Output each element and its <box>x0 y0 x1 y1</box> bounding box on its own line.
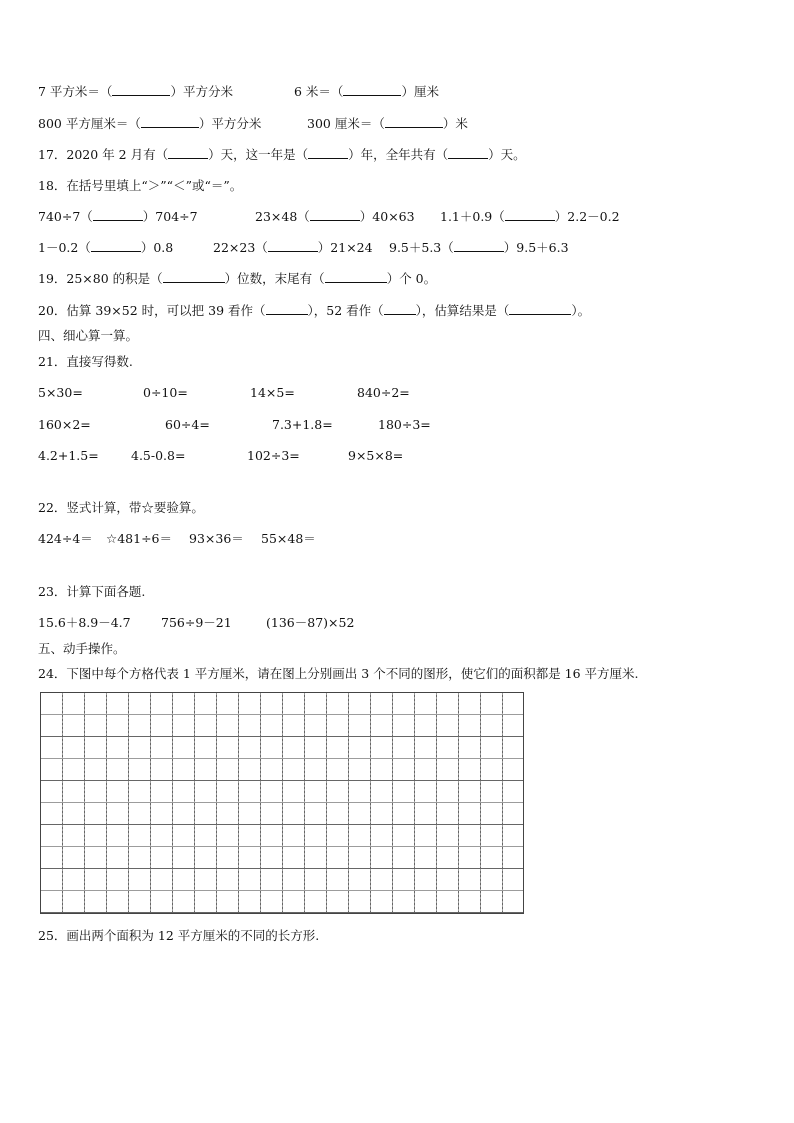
conversion-4-prefix: 300 厘米＝（ <box>307 116 385 131</box>
q18-right-expr: ）21×24 <box>317 240 373 255</box>
q18-left-expr: 1－0.2（ <box>38 240 91 255</box>
q18-compare-2 <box>255 209 415 225</box>
question-20 <box>38 303 590 319</box>
q18-right-expr: ）9.5＋6.3 <box>503 240 569 255</box>
q21-item: 5×30= <box>38 385 83 400</box>
q19-text-2: ）位数，末尾有（ <box>224 271 325 286</box>
square-grid[interactable] <box>40 692 524 914</box>
answer-blank[interactable] <box>505 209 555 221</box>
question-18-title: 18．在括号里填上“＞”“＜”或“＝”。 <box>38 178 243 193</box>
answer-blank[interactable] <box>343 84 401 96</box>
section-4-heading: 四、细心算一算。 <box>38 328 139 343</box>
conversion-row-2-right <box>307 116 468 132</box>
conversion-2-suffix: ）厘米 <box>401 84 439 99</box>
answer-blank[interactable] <box>112 84 170 96</box>
q21-item: 7.3+1.8= <box>272 417 333 432</box>
question-19 <box>38 271 436 287</box>
q18-left-expr: 740÷7（ <box>38 209 93 224</box>
q23-item: 15.6＋8.9－4.7 <box>38 615 131 630</box>
answer-blank[interactable] <box>91 240 141 252</box>
q19-text-3: ）个 0。 <box>386 271 437 286</box>
q18-compare-3 <box>440 209 620 225</box>
q21-item: 4.5-0.8= <box>131 448 186 463</box>
question-25-title: 25．画出两个面积为 12 平方厘米的不同的长方形. <box>38 928 320 943</box>
answer-blank[interactable] <box>509 303 571 315</box>
grid-dash-overlay <box>41 693 523 913</box>
q18-left-expr: 22×23（ <box>213 240 268 255</box>
answer-blank[interactable] <box>163 271 225 283</box>
q23-item: 756÷9－21 <box>161 615 232 630</box>
q21-item: 4.2+1.5= <box>38 448 99 463</box>
q17-text-3: ）年，全年共有（ <box>348 147 449 162</box>
q22-item: 93×36＝ <box>189 531 244 546</box>
conversion-3-suffix: ）平方分米 <box>198 116 262 131</box>
q18-right-expr: ）2.2－0.2 <box>554 209 620 224</box>
q18-right-expr: ）40×63 <box>359 209 415 224</box>
answer-blank[interactable] <box>268 240 318 252</box>
conversion-1-prefix: 7 平方米＝（ <box>38 84 113 99</box>
answer-blank[interactable] <box>308 147 348 159</box>
q19-text-1: 19．25×80 的积是（ <box>38 271 163 286</box>
q21-item: 0÷10= <box>143 385 188 400</box>
q18-compare-6 <box>389 240 569 256</box>
q23-item: (136－87)×52 <box>266 615 355 630</box>
answer-blank[interactable] <box>310 209 360 221</box>
q18-right-expr: ）704÷7 <box>142 209 198 224</box>
answer-blank[interactable] <box>454 240 504 252</box>
q21-item: 102÷3= <box>247 448 300 463</box>
q21-item: 14×5= <box>250 385 295 400</box>
q20-text-4: ）。 <box>571 303 591 318</box>
q21-item: 180÷3= <box>378 417 431 432</box>
answer-blank[interactable] <box>168 147 208 159</box>
question-23-title: 23．计算下面各题. <box>38 584 146 599</box>
q21-item: 9×5×8= <box>348 448 404 463</box>
q17-text-4: ）天。 <box>488 147 526 162</box>
q18-compare-5 <box>213 240 373 256</box>
q17-text-2: ）天，这一年是（ <box>208 147 309 162</box>
q18-compare-4 <box>38 240 173 256</box>
q22-item: ☆481÷6＝ <box>106 531 172 546</box>
q18-left-expr: 1.1＋0.9（ <box>440 209 505 224</box>
conversion-row-2 <box>38 116 261 132</box>
conversion-row-1-right <box>294 84 439 100</box>
conversion-row-1 <box>38 84 233 100</box>
q18-right-expr: ）0.8 <box>140 240 174 255</box>
q18-left-expr: 9.5＋5.3（ <box>389 240 454 255</box>
q20-text-3: ），估算结果是（ <box>415 303 510 318</box>
q22-item: 424÷4＝ <box>38 531 93 546</box>
answer-blank[interactable] <box>141 116 199 128</box>
question-24-title: 24．下图中每个方格代表 1 平方厘米，请在图上分别画出 3 个不同的图形，使它们的面积都是 16 平方厘米. <box>38 666 639 681</box>
q18-compare-1 <box>38 209 198 225</box>
answer-blank[interactable] <box>384 303 416 315</box>
q17-text-1: 17．2020 年 2 月有（ <box>38 147 169 162</box>
q22-item: 55×48＝ <box>261 531 316 546</box>
q20-text-1: 20．估算 39×52 时，可以把 39 看作（ <box>38 303 266 318</box>
answer-blank[interactable] <box>266 303 308 315</box>
q18-left-expr: 23×48（ <box>255 209 310 224</box>
question-17 <box>38 147 526 163</box>
q20-text-2: ），52 看作（ <box>307 303 384 318</box>
conversion-4-suffix: ）米 <box>442 116 468 131</box>
answer-blank[interactable] <box>93 209 143 221</box>
conversion-1-suffix: ）平方分米 <box>170 84 233 99</box>
answer-blank[interactable] <box>448 147 488 159</box>
section-5-heading: 五、动手操作。 <box>38 641 126 656</box>
answer-blank[interactable] <box>385 116 443 128</box>
conversion-3-prefix: 800 平方厘米＝（ <box>38 116 141 131</box>
q21-item: 840÷2= <box>357 385 410 400</box>
q21-item: 60÷4= <box>165 417 210 432</box>
question-22-title: 22．竖式计算，带☆要验算。 <box>38 500 204 515</box>
conversion-2-prefix: 6 米＝（ <box>294 84 344 99</box>
answer-blank[interactable] <box>325 271 387 283</box>
q21-item: 160×2= <box>38 417 91 432</box>
question-21-title: 21．直接写得数. <box>38 354 133 369</box>
